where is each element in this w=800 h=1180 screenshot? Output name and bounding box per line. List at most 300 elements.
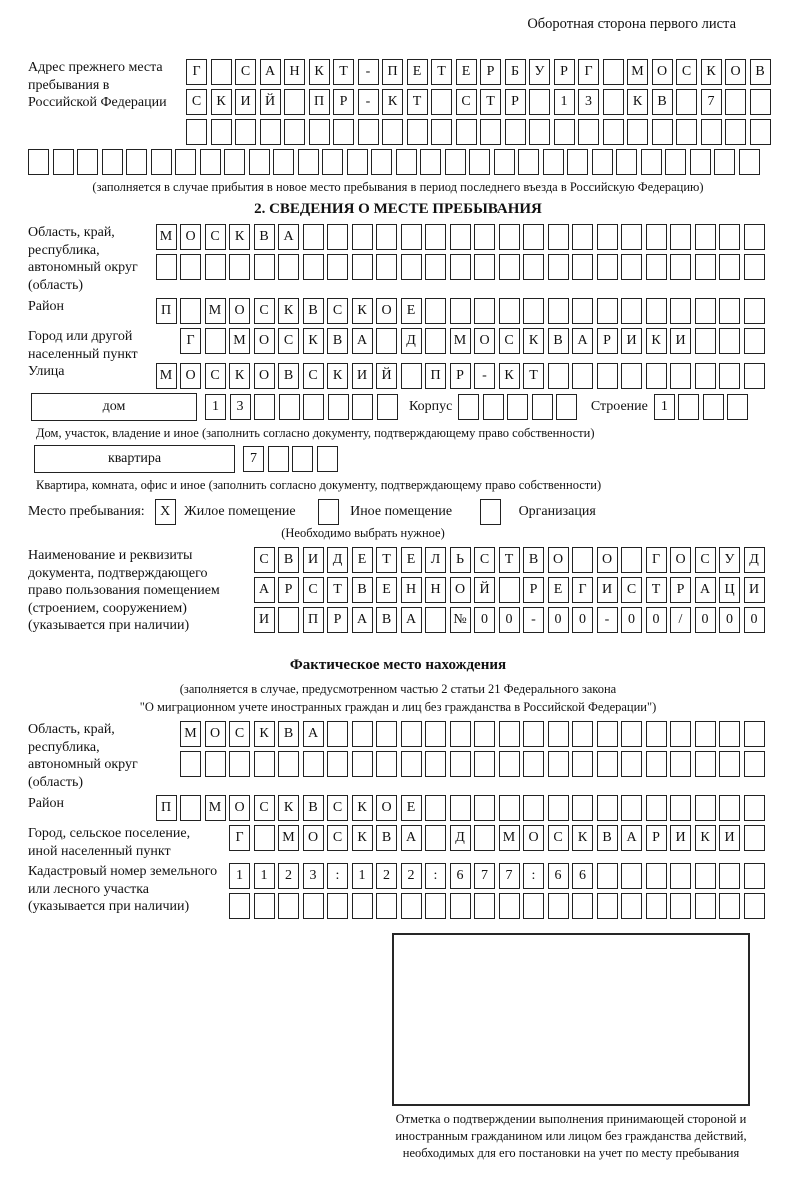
char-cell: Р [327,607,348,633]
char-cell [678,394,699,420]
char-cell: О [254,363,275,389]
char-cell [572,298,593,324]
char-cell [186,119,207,145]
char-cell [499,254,520,280]
char-cell [77,149,98,175]
char-cell: Е [407,59,428,85]
char-cell [621,224,642,250]
char-cell [719,363,740,389]
char-cell: 1 [654,394,675,420]
char-cell [254,394,275,420]
char-cell: О [670,547,691,573]
char-cell: Р [670,577,691,603]
char-cell [548,751,569,777]
char-cell [327,893,348,919]
char-cell [597,721,618,747]
char-cell: К [627,89,648,115]
char-cell: 2 [278,863,299,889]
char-cell [303,224,324,250]
prev-address-label: Адрес прежнего места пребывания в Российской Федерации [28,60,167,110]
char-cell [254,893,275,919]
char-cell [156,254,177,280]
char-cell [572,224,593,250]
char-cell [719,254,740,280]
char-cell [28,149,49,175]
char-cell [621,547,642,573]
page-header-note: Оборотная сторона первого листа [527,16,736,32]
char-cell [621,298,642,324]
char-cell: А [352,607,373,633]
org-label: Организация [518,504,596,519]
char-cell: Е [401,298,422,324]
char-cell [727,394,748,420]
char-cell: 0 [646,607,667,633]
char-cell [401,721,422,747]
char-cell: Г [229,825,250,851]
char-cell: О [303,825,324,851]
char-cell: С [278,328,299,354]
char-cell [690,149,711,175]
char-cell: С [254,298,275,324]
char-cell [474,893,495,919]
char-cell [401,254,422,280]
char-cell: К [211,89,232,115]
char-cell [352,721,373,747]
char-cell [224,149,245,175]
fact-gorod-row [229,825,768,851]
char-cell [750,89,771,115]
doc-label: Наименование и реквизиты документа, подтверждающего право пользования помещением (строением, сооружением) (указывается при наличии) [28,548,220,633]
char-cell [744,224,765,250]
char-cell [474,795,495,821]
char-cell: Р [505,89,526,115]
fact-gorod-label: Город, сельское поселение, иной населенный пункт [28,826,191,859]
char-cell: С [186,89,207,115]
char-cell: В [278,363,299,389]
char-cell: Т [333,59,354,85]
char-cell [548,363,569,389]
char-cell [358,119,379,145]
char-cell: О [376,298,397,324]
char-cell: Г [186,59,207,85]
char-cell: О [450,577,471,603]
char-cell [621,363,642,389]
char-cell [352,224,373,250]
char-cell: О [180,224,201,250]
char-cell [401,751,422,777]
char-cell [352,394,373,420]
char-cell [376,328,397,354]
char-cell: 1 [229,863,250,889]
char-cell [646,298,667,324]
char-cell: Т [431,59,452,85]
char-cell: О [180,363,201,389]
char-cell [670,751,691,777]
char-cell [744,863,765,889]
char-cell [556,394,577,420]
char-cell: Т [327,577,348,603]
char-cell: В [376,607,397,633]
char-cell [401,224,422,250]
char-cell [695,795,716,821]
char-cell [445,149,466,175]
char-cell [474,825,495,851]
char-cell: А [352,328,373,354]
char-cell: П [156,795,177,821]
prev-address-row-1 [186,59,774,85]
char-cell: 3 [578,89,599,115]
char-cell [450,254,471,280]
char-cell: С [229,721,250,747]
char-cell: В [750,59,771,85]
char-cell: С [205,363,226,389]
char-cell [102,149,123,175]
char-cell [670,721,691,747]
char-cell: К [278,298,299,324]
char-cell: И [719,825,740,851]
char-cell: О [205,721,226,747]
char-cell [597,298,618,324]
char-cell: Й [376,363,397,389]
char-cell: О [474,328,495,354]
char-cell: Т [376,547,397,573]
kvartira-note: Квартира, комната, офис и иное (заполнить согласно документу, подтверждающему право собственности) [36,478,602,492]
char-cell [450,721,471,747]
char-cell: Т [523,363,544,389]
confirmation-stamp-box [392,933,750,1106]
char-cell [151,149,172,175]
char-cell: И [235,89,256,115]
char-cell: - [523,607,544,633]
char-cell [352,893,373,919]
char-cell: 6 [450,863,471,889]
char-cell [518,149,539,175]
char-cell [205,328,226,354]
char-cell [254,751,275,777]
char-cell: 2 [401,863,422,889]
char-cell: С [235,59,256,85]
char-cell [303,751,324,777]
char-cell [543,149,564,175]
char-cell [719,298,740,324]
char-cell: П [425,363,446,389]
char-cell: К [327,363,348,389]
char-cell: - [358,59,379,85]
char-cell [229,254,250,280]
char-cell [719,721,740,747]
char-cell: Р [333,89,354,115]
confirmation-stamp-note: Отметка о подтверждении выполнения принимающей стороной и иностранным гражданином или лицом без гражданства действий, необходимых для его постановки на учет по месту пребывания [395,1112,747,1160]
char-cell: А [695,577,716,603]
fact-oblast-row-1 [180,721,768,747]
char-cell [572,795,593,821]
raion-block [28,298,768,328]
char-cell [382,119,403,145]
char-cell [670,254,691,280]
char-cell [278,893,299,919]
char-cell [318,499,339,525]
char-cell: Р [554,59,575,85]
char-cell [483,394,504,420]
zhiloe-label: Жилое помещение [184,504,296,519]
char-cell [494,149,515,175]
char-cell [425,328,446,354]
char-cell: У [529,59,550,85]
char-cell: М [180,721,201,747]
char-cell [676,89,697,115]
char-cell [646,893,667,919]
char-cell [652,119,673,145]
char-cell [725,89,746,115]
char-cell: К [278,795,299,821]
char-cell [597,751,618,777]
char-cell: П [303,607,324,633]
char-cell [126,149,147,175]
char-cell [597,795,618,821]
char-cell: К [309,59,330,85]
gorod-row [180,328,768,354]
char-cell [714,149,735,175]
char-cell: 7 [701,89,722,115]
char-cell [377,394,398,420]
char-cell: О [229,298,250,324]
char-cell: Й [474,577,495,603]
char-cell [254,254,275,280]
char-cell [229,893,250,919]
char-cell: 0 [719,607,740,633]
char-cell: Е [376,577,397,603]
char-cell [303,893,324,919]
char-cell [523,751,544,777]
ulitsa-block [28,363,768,393]
char-cell [597,224,618,250]
char-cell: С [474,547,495,573]
char-cell [670,795,691,821]
char-cell [676,119,697,145]
char-cell [621,254,642,280]
char-cell: - [358,89,379,115]
char-cell [695,893,716,919]
char-cell: С [327,825,348,851]
fact-title: Фактическое место нахождения [289,657,507,673]
char-cell: С [254,547,275,573]
char-cell [592,149,613,175]
char-cell [327,721,348,747]
char-cell [180,298,201,324]
char-cell [572,893,593,919]
char-cell [180,751,201,777]
char-cell [695,328,716,354]
dom-note: Дом, участок, владение и иное (заполнить согласно документу, подтверждающему право собственности) [36,426,595,440]
char-cell [431,119,452,145]
char-cell [548,893,569,919]
char-cell [523,893,544,919]
char-cell: / [670,607,691,633]
char-cell: Т [480,89,501,115]
char-cell: Е [401,547,422,573]
char-cell: 0 [499,607,520,633]
char-cell [744,328,765,354]
prev-address-grids [186,59,774,149]
char-cell: Д [401,328,422,354]
char-cell: С [456,89,477,115]
char-cell [273,149,294,175]
char-cell: 1 [254,863,275,889]
char-cell [641,149,662,175]
char-cell: И [254,607,275,633]
char-cell [695,863,716,889]
char-cell: В [278,547,299,573]
char-cell: Д [744,547,765,573]
char-cell: 0 [695,607,716,633]
char-cell: К [352,795,373,821]
char-cell: Ц [719,577,740,603]
char-cell: А [254,577,275,603]
char-cell [744,254,765,280]
char-cell: Р [646,825,667,851]
doc-row-2 [254,577,769,603]
char-cell [621,751,642,777]
char-cell: М [229,328,250,354]
kadastr-row-2 [229,893,768,919]
char-cell [425,795,446,821]
char-cell [499,751,520,777]
char-cell: С [327,298,348,324]
char-cell [499,577,520,603]
char-cell: С [695,547,716,573]
char-cell [268,446,289,472]
char-cell [744,825,765,851]
ulitsa-row [156,363,769,389]
fact-note-1: (заполняется в случае, предусмотренном частью 2 статьи 21 Федерального закона [179,682,617,696]
prev-address-block [28,59,768,149]
char-cell: 0 [621,607,642,633]
char-cell [309,119,330,145]
kvartira-block [28,445,768,473]
char-cell [523,224,544,250]
char-cell: Д [450,825,471,851]
kvartira-label-box: квартира [34,445,235,473]
char-cell [450,795,471,821]
char-cell: В [548,328,569,354]
char-cell: О [548,547,569,573]
char-cell [327,751,348,777]
char-cell [621,721,642,747]
char-cell [347,149,368,175]
char-cell [298,149,319,175]
char-cell [695,298,716,324]
char-cell [333,119,354,145]
char-cell: Й [260,89,281,115]
fact-note-2: "О миграционном учете иностранных граждан и лиц без гражданства в Российской Федерации") [139,700,657,714]
fact-raion-block [28,795,768,825]
fact-raion-row [156,795,769,821]
char-cell: Р [480,59,501,85]
char-cell [180,795,201,821]
kadastr-block [28,863,768,923]
char-cell: 0 [548,607,569,633]
char-cell [567,149,588,175]
char-cell: С [621,577,642,603]
char-cell [523,254,544,280]
char-cell [292,446,313,472]
char-cell: 1 [352,863,373,889]
oblast-row-1 [156,224,769,250]
char-cell [499,795,520,821]
korpus-row [458,394,581,420]
char-cell [627,119,648,145]
char-cell: В [254,224,275,250]
char-cell [396,149,417,175]
char-cell: В [303,795,324,821]
char-cell: Н [284,59,305,85]
char-cell [670,863,691,889]
char-cell [719,795,740,821]
char-cell [621,893,642,919]
char-cell [254,825,275,851]
char-cell [572,751,593,777]
residence-type-label: Место пребывания: [28,504,145,519]
char-cell [505,119,526,145]
stroenie-label: Строение [590,399,648,414]
char-cell [695,254,716,280]
char-cell [548,224,569,250]
char-cell: П [309,89,330,115]
char-cell [425,254,446,280]
char-cell [744,363,765,389]
char-cell [450,224,471,250]
char-cell [744,751,765,777]
char-cell [474,224,495,250]
char-cell [499,298,520,324]
char-cell: О [229,795,250,821]
char-cell: : [425,863,446,889]
char-cell: А [401,607,422,633]
char-cell [597,363,618,389]
char-cell [450,751,471,777]
char-cell: Т [407,89,428,115]
char-cell [603,119,624,145]
org-checkbox [480,499,505,525]
char-cell: № [450,607,471,633]
char-cell [548,721,569,747]
char-cell [425,298,446,324]
raion-row [156,298,769,324]
char-cell [425,721,446,747]
char-cell [548,795,569,821]
prev-address-row-4 [28,149,768,175]
char-cell: К [229,363,250,389]
char-cell [572,721,593,747]
char-cell [548,298,569,324]
doc-row-1 [254,547,769,573]
char-cell: 7 [474,863,495,889]
char-cell: И [597,577,618,603]
char-cell [322,149,343,175]
fact-oblast-block [28,721,768,791]
char-cell [371,149,392,175]
char-cell [603,89,624,115]
char-cell: М [156,363,177,389]
char-cell: М [627,59,648,85]
char-cell: Т [646,577,667,603]
gorod-label: Город или другой населенный пункт [28,329,138,362]
char-cell: К [695,825,716,851]
char-cell [548,254,569,280]
char-cell [529,89,550,115]
section2-title: 2. СВЕДЕНИЯ О МЕСТЕ ПРЕБЫВАНИЯ [254,201,542,217]
char-cell [670,298,691,324]
